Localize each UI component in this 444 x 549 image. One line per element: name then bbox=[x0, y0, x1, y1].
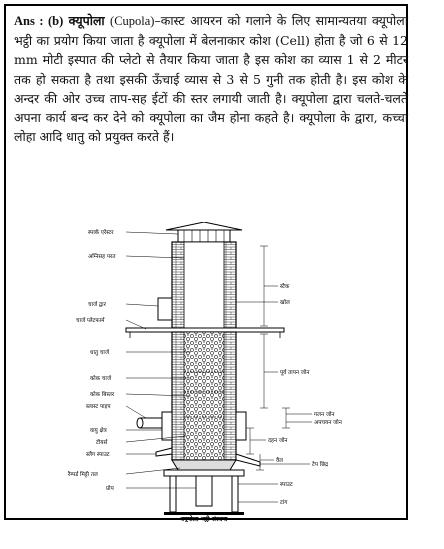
furnace-stack bbox=[172, 242, 236, 330]
label-metal-charge: धातु चार्ज bbox=[90, 350, 110, 356]
furnace-shell bbox=[172, 332, 236, 460]
term-english: (Cupola) bbox=[110, 14, 155, 28]
label-spout: स्पाउट bbox=[280, 482, 293, 488]
label-stack: स्टैक bbox=[280, 284, 290, 290]
label-coke-bed: कोक बिस्तर bbox=[90, 392, 115, 398]
label-combustion-zone: दहन जोन bbox=[268, 438, 288, 444]
label-shell: खोल bbox=[280, 300, 290, 306]
label-tuyere: टीयर्स bbox=[96, 440, 108, 446]
label-wind-box: वायु क्षेत्र bbox=[90, 428, 107, 434]
label-blast-pipe: ब्लास्ट पाइप bbox=[86, 404, 111, 410]
label-preheating-zone: पूर्व तापन जोन bbox=[280, 370, 310, 376]
cupola-furnace-diagram bbox=[46, 222, 406, 522]
answer-box bbox=[4, 4, 408, 520]
label-charge-door: चार्ज द्वार bbox=[88, 302, 106, 308]
answer-body: –कास्ट आयरन को गलाने के लिए सामान्यतया क्यूपोला भट्ठी का प्रयोग किया जाता है क्यूपोला में बेलनाकार कोश (Cell) होता है जो 6 से 12 mm मोटी इस्पात की प्लेटो से तैयार किया जाता है इस कोश का व्यास 1 से 2 मीटर तक हो सकता है तथा इसकी ऊँचाई व्यास से 3 से 5 गुनी तक होती है। इस कोश के अन्दर की ओर उच्च ताप-सह ईटों की स्तर लगायी जाती है। क्यूपोला द्वारा चलते-चलते अपना कार्य बन्द कर देने को क्यूपोला का जैम होना कहते है। क्यूपोला के द्वारा, कच्चा लोहा आदि धातु को प्रयुक्त करते हैं। bbox=[14, 13, 408, 145]
label-rammed-sand-bottom: रैम्पर्ड मिट्टी तल bbox=[68, 472, 98, 478]
slag-spout bbox=[156, 448, 172, 456]
label-reducing-zone: अपचयन जोन bbox=[314, 420, 342, 426]
charge-door bbox=[158, 298, 172, 320]
answer-paragraph bbox=[14, 11, 408, 146]
tap-spout bbox=[236, 454, 260, 466]
label-spark-arrester: स्पार्क एरेस्टर bbox=[88, 230, 114, 236]
furnace-legs bbox=[164, 476, 244, 515]
label-charge-platform: चार्ज प्लेटफार्म bbox=[76, 318, 105, 324]
label-prop: प्रोप bbox=[106, 486, 114, 492]
label-slag-spout: स्लैग स्पाउट bbox=[86, 452, 110, 458]
term-hindi: क्यूपोला bbox=[68, 13, 105, 28]
label-leg: टांग bbox=[280, 500, 288, 506]
spark-arrester bbox=[166, 222, 242, 242]
answer-prefix: Ans : (b) bbox=[14, 14, 64, 28]
label-well: वैल bbox=[276, 458, 283, 464]
label-melting-zone: गलन जोन bbox=[314, 412, 335, 418]
label-tap-hole: टेप छिद्र bbox=[312, 462, 329, 468]
label-coke-charge: कोक चार्ज bbox=[90, 376, 111, 382]
label-refractory-layer: अग्निसह परत bbox=[88, 254, 116, 260]
figure-caption: क्यूपोला भट्ठी संरचना bbox=[180, 516, 228, 522]
sand-bottom bbox=[164, 460, 244, 476]
